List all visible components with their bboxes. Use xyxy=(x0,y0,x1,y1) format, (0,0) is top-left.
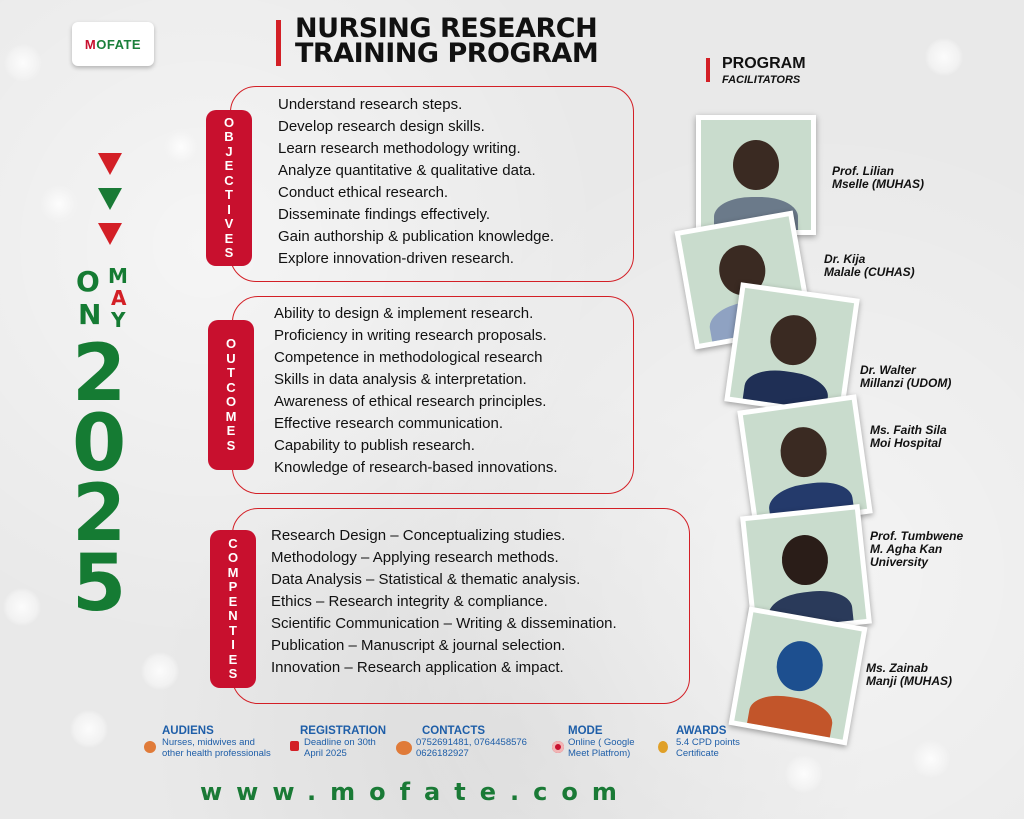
competencies-list xyxy=(271,525,617,679)
page-title xyxy=(295,13,599,69)
facilitator-name: Ms. Zainab Manji (MUHAS) xyxy=(866,661,952,688)
phone-icon xyxy=(396,741,412,755)
date-year-digit: 5 xyxy=(72,539,127,629)
medal-icon xyxy=(658,741,668,753)
facilitators-title: PROGRAM xyxy=(722,55,806,72)
list-item: Ethics – Research integrity & compliance. xyxy=(271,593,548,610)
people-icon xyxy=(144,741,156,753)
list-item: Develop research design skills. xyxy=(278,118,485,135)
date-year-digit: 2 xyxy=(72,329,127,419)
logo-text: MOFATE xyxy=(84,36,142,52)
triangle-down-icon xyxy=(98,188,122,210)
date-may-letter: M xyxy=(108,264,128,288)
registration-info: REGISTRATION Deadline on 30th April 2025 xyxy=(290,725,386,759)
decor-circle xyxy=(925,38,963,76)
list-item: Analyze quantitative & qualitative data. xyxy=(278,162,536,179)
objectives-list xyxy=(278,94,554,270)
awards-info: AWARDS 5.4 CPD points Certificate xyxy=(656,725,740,759)
date-year-digit: 2 xyxy=(72,469,127,559)
facilitator-name: Prof. Tumbwene M. Agha Kan University xyxy=(870,529,964,569)
list-item: Proficiency in writing research proposals. xyxy=(274,327,547,344)
list-item: Explore innovation-driven research. xyxy=(278,250,514,267)
list-item: Competence in methodological research xyxy=(274,349,543,366)
contacts-info: CONTACTS 0752691481, 0764458576 0626182927 xyxy=(394,725,527,759)
list-item: Awareness of ethical research principles. xyxy=(274,393,547,410)
target-icon xyxy=(552,741,564,753)
competencies-label: C O M P E N T I E S xyxy=(210,530,256,688)
list-item: Effective research communication. xyxy=(274,415,503,432)
list-item: Understand research steps. xyxy=(278,96,463,113)
decor-circle xyxy=(3,588,41,626)
outcomes-list xyxy=(274,303,558,479)
list-item: Innovation – Research application & impact. xyxy=(271,659,564,676)
date-year-digit: 0 xyxy=(72,399,127,489)
list-item: Data Analysis – Statistical & thematic analysis. xyxy=(271,571,581,588)
list-item: Research Design – Conceptualizing studies. xyxy=(271,527,566,544)
list-item: Disseminate findings effectively. xyxy=(278,206,491,223)
mofate-logo xyxy=(72,22,154,66)
decor-circle xyxy=(141,652,179,690)
list-item: Scientific Communication – Writing & dissemination. xyxy=(271,615,617,632)
date-may-letter: A xyxy=(111,286,127,310)
triangle-down-icon xyxy=(98,223,122,245)
date-may-letter: Y xyxy=(111,308,126,332)
objectives-label: O B J E C T I V E S xyxy=(206,110,252,266)
calendar-icon xyxy=(290,741,299,751)
mode-info: MODE Online ( Google Meet Platfrom) xyxy=(552,725,635,759)
date-on-letter: N xyxy=(78,298,102,331)
list-item: Capability to publish research. xyxy=(274,437,475,454)
decor-circle xyxy=(162,128,200,166)
facilitator-name: Dr. Walter Millanzi (UDOM) xyxy=(860,363,952,390)
info-footer xyxy=(140,725,820,770)
triangle-down-icon xyxy=(98,153,122,175)
title-line-1: NURSING RESEARCH xyxy=(295,13,598,44)
facilitator-name: Prof. Lilian Mselle (MUHAS) xyxy=(832,164,925,191)
list-item: Methodology – Applying research methods. xyxy=(271,549,559,566)
list-item: Knowledge of research-based innovations. xyxy=(274,459,558,476)
decor-circle xyxy=(912,740,950,778)
decor-circle xyxy=(40,185,78,223)
outcomes-label: O U T C O M E S xyxy=(208,320,254,470)
facilitator-name: Dr. Kija Malale (CUHAS) xyxy=(824,252,915,279)
facilitator-name: Ms. Faith Sila Moi Hospital xyxy=(870,423,947,450)
title-accent-bar xyxy=(276,20,281,66)
list-item: Learn research methodology writing. xyxy=(278,140,521,157)
audience-info: AUDIENS Nurses, midwives and other health professionals xyxy=(140,725,271,759)
decor-circle xyxy=(4,44,42,82)
date-on-letter: O xyxy=(76,265,100,298)
list-item: Skills in data analysis & interpretation. xyxy=(274,371,527,388)
facilitators-accent-bar xyxy=(706,58,710,82)
list-item: Conduct ethical research. xyxy=(278,184,449,201)
list-item: Gain authorship & publication knowledge. xyxy=(278,228,555,245)
decor-circle xyxy=(70,710,108,748)
list-item: Publication – Manuscript & journal selection. xyxy=(271,637,566,654)
website-link[interactable]: www.mofate.com xyxy=(200,778,631,806)
list-item: Ability to design & implement research. xyxy=(274,305,534,322)
facilitators-subtitle: FACILITATORS xyxy=(722,74,801,86)
title-line-2: TRAINING PROGRAM xyxy=(295,38,599,69)
